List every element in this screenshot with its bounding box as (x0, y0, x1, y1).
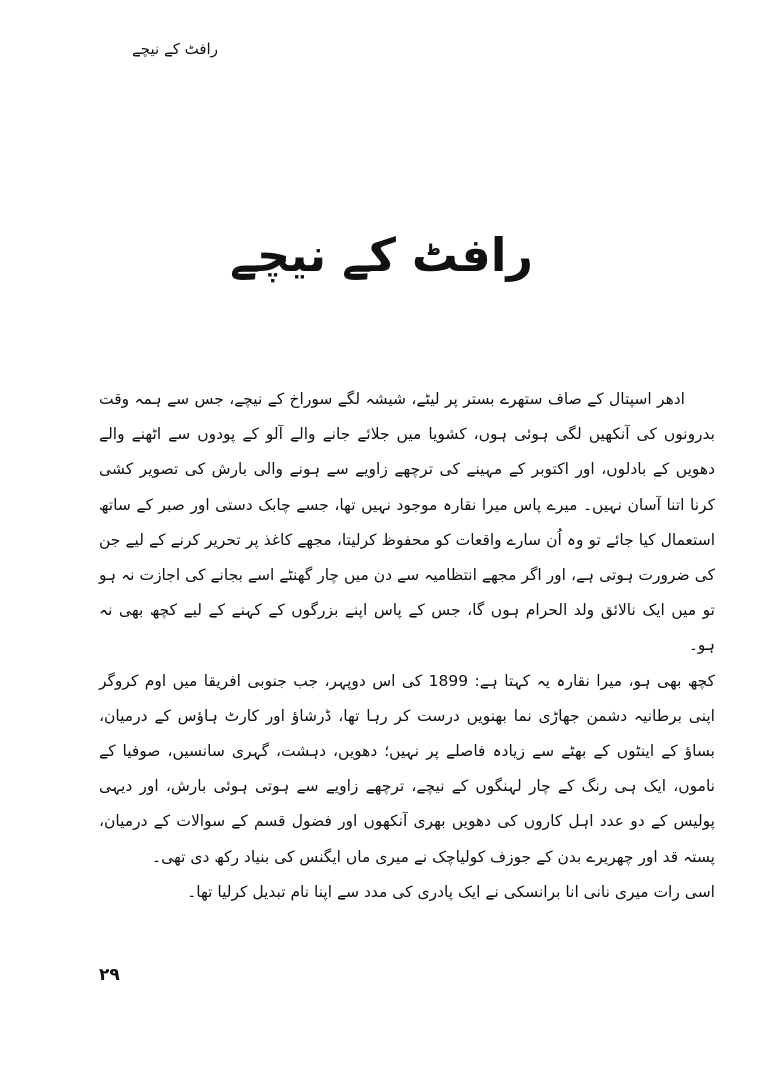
paragraph: اسی رات میری نانی انا برانسکی نے ایک پادری کی مدد سے اپنا نام تبدیل کرلیا تھا۔ (187, 882, 715, 901)
chapter-body (99, 382, 715, 910)
page-number: ۲۹ (99, 965, 120, 985)
paragraph: کچھ بھی ہو، میرا نقارہ یہ کہتا ہے: 1899 کی اس دوپہر، جب جنوبی افریقا میں اوم کروگر اپنی برطانیہ دشمن جھاڑی نما بھنویں درست کر رہا تھا، ڈرشاؤ اور کارٹ ہاؤس کے درمیان، بساؤ کے اینٹوں کے بھٹے سے زیادہ فاصلے پر نہیں؛ دھویں، دہشت، گہری سانسیں، صوفیا کے ناموں، ایک ہی رنگ کے چار لہنگوں کے نیچے، ترچھے زاویے سے ہوتی ہوئی بارش، اور دیہی پولیس کے دو عدد اہل کاروں کی دھویں بھری آنکھوں اور فضول قسم کے سوالات کے درمیان، پستہ قد اور چھریرے بدن کے جوزف کولیاچک نے میری ماں ایگنس کی بنیاد رکھ دی تھی۔ (99, 671, 715, 866)
running-header: رافٹ کے نیچے (132, 40, 218, 58)
chapter-title: رافٹ کے نیچے (230, 228, 533, 282)
paragraph: ادھر اسپتال کے صاف ستھرے بستر پر لیٹے، شیشہ لگے سوراخ کے نیچے، جس سے ہمہ وقت بدرونوں کی آنکھیں لگی ہوئی ہوں، کشویا میں جلائے جانے والے آلو کے پودوں سے اٹھنے والے دھویں کے بادلوں، اور اکتوبر کے مہینے کی ترچھے زاویے سے ہونے والی بارش کی تصویر کشی کرنا اتنا آسان نہیں۔ میرے پاس میرا نقارہ موجود نہیں تھا، جسے چابک دستی اور صبر کے ساتھ استعمال کیا جائے تو وہ اُن سارے واقعات کو محفوظ کرلیتا، مجھے کاغذ پر تحریر کرنے کے لیے جن کی ضرورت ہوتی ہے، اور اگر مجھے انتظامیہ سے دن میں چار گھنٹے اسے بجانے کی اجازت نہ ہو تو میں ایک نالائق ولد الحرام ہوں گا، جس کے پاس اپنے بزرگوں کے کہنے کے لیے کچھ بھی نہ ہو۔ (99, 390, 715, 655)
